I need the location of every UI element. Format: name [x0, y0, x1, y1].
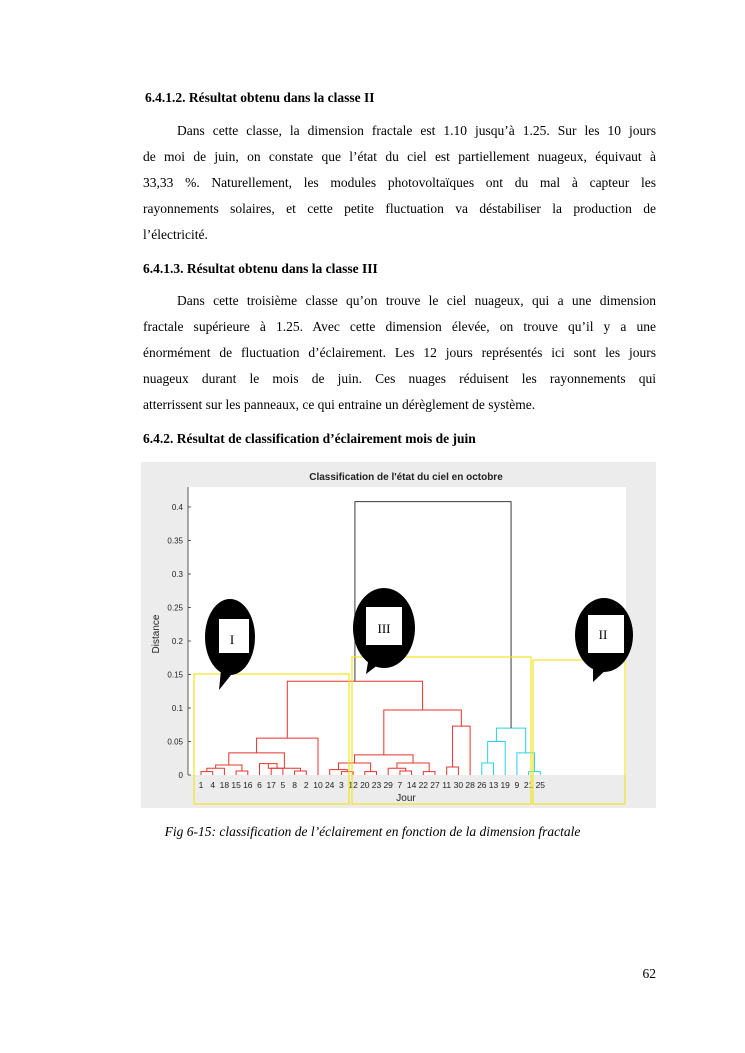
x-tick-label: 14: [406, 780, 417, 790]
x-tick-label: 5: [280, 780, 286, 790]
callout-label-ii: II: [598, 627, 608, 642]
x-tick-label: 20: [360, 780, 370, 790]
x-tick-label: 21: [523, 780, 534, 790]
callout-label-iii: III: [377, 621, 391, 636]
heading-classe-iii: 6.4.1.3. Résultat obtenu dans la classe III: [143, 261, 378, 276]
paragraph-line: énormément de fluctuation d’éclairement. Les 12 jours représentés ici sont les jours: [143, 345, 656, 360]
y-tick-label: 0: [178, 771, 183, 780]
x-tick-label: 7: [397, 780, 403, 790]
x-tick-label: 19: [500, 780, 510, 790]
y-tick-label: 0.25: [167, 603, 183, 613]
x-tick-label: 18: [219, 780, 230, 790]
x-tick-label: 3: [339, 780, 344, 790]
x-tick-label: 15: [231, 780, 241, 790]
page-number: 62: [642, 966, 656, 981]
x-tick-label: 24: [324, 780, 335, 790]
x-tick-label: 2: [303, 780, 309, 790]
x-tick-label: 4: [210, 780, 216, 790]
x-tick-label: 9: [514, 780, 520, 790]
x-tick-label: 8: [292, 780, 297, 790]
y-tick-label: 0.05: [167, 737, 183, 747]
x-tick-label: 23: [371, 780, 382, 790]
paragraph-line: 33,33 %. Naturellement, les modules photovoltaïques ont du mal à capteur les: [143, 175, 656, 190]
x-tick-label: 10: [313, 780, 323, 790]
x-tick-label: 11: [442, 780, 452, 790]
heading-classe-ii: 6.4.1.2. Résultat obtenu dans la classe II: [145, 90, 375, 105]
chart-title: Classification de l'état du ciel en octobre: [309, 472, 503, 483]
x-tick-label: 12: [348, 780, 358, 790]
x-tick-label: 30: [453, 780, 464, 790]
paragraph-line: Dans cette troisième classe qu’on trouve le ciel nuageux, qui a une dimension: [177, 293, 656, 308]
paragraph-line: nuageux durant le mois de juin. Ces nuages réduisent les rayonnements qui: [143, 371, 656, 386]
x-tick-label: 25: [535, 780, 546, 790]
y-axis-label: Distance: [151, 614, 162, 654]
paragraph-line: de moi de juin, on constate que l’état du ciel est partiellement nuageux, équivaut à: [143, 149, 656, 164]
paragraph-line: atterrissent sur les panneaux, ce qui entraine un dérèglement de système.: [143, 397, 536, 412]
x-tick-label: 22: [418, 780, 429, 790]
paragraph-line: l’électricité.: [143, 227, 208, 242]
paragraph-line: Dans cette classe, la dimension fractale est 1.10 jusqu’à 1.25. Sur les 10 jours: [177, 123, 656, 138]
y-tick-label: 0.3: [171, 570, 183, 579]
callout-label-i: I: [229, 632, 235, 647]
x-axis-label: Jour: [396, 793, 416, 804]
heading-classification-juin: 6.4.2. Résultat de classification d’éclairement mois de juin: [143, 431, 476, 446]
x-tick-label: 17: [266, 780, 276, 790]
paragraph-line: rayonnements solaires, et cette petite fluctuation va déstabiliser la production de: [143, 201, 656, 216]
x-tick-label: 16: [243, 780, 253, 790]
y-tick-label: 0.1: [171, 704, 183, 713]
x-tick-label: 28: [465, 780, 475, 790]
dendrogram-figure: [141, 462, 656, 808]
y-tick-label: 0.35: [167, 536, 183, 546]
x-tick-label: 29: [383, 780, 393, 790]
paragraph-line: fractale supérieure à 1.25. Avec cette dimension élevée, on trouve qu’il y a une: [143, 319, 656, 334]
y-tick-label: 0.4: [171, 503, 183, 512]
figure-caption: Fig 6-15: classification de l’éclairement en fonction de la dimension fractale: [164, 824, 581, 839]
x-tick-label: 13: [488, 780, 499, 790]
y-tick-label: 0.15: [167, 670, 183, 680]
x-tick-label: 27: [430, 780, 440, 790]
x-tick-label: 26: [477, 780, 487, 790]
x-tick-label: 6: [257, 780, 262, 790]
x-tick-label: 1: [198, 780, 204, 790]
y-tick-label: 0.2: [171, 637, 183, 646]
